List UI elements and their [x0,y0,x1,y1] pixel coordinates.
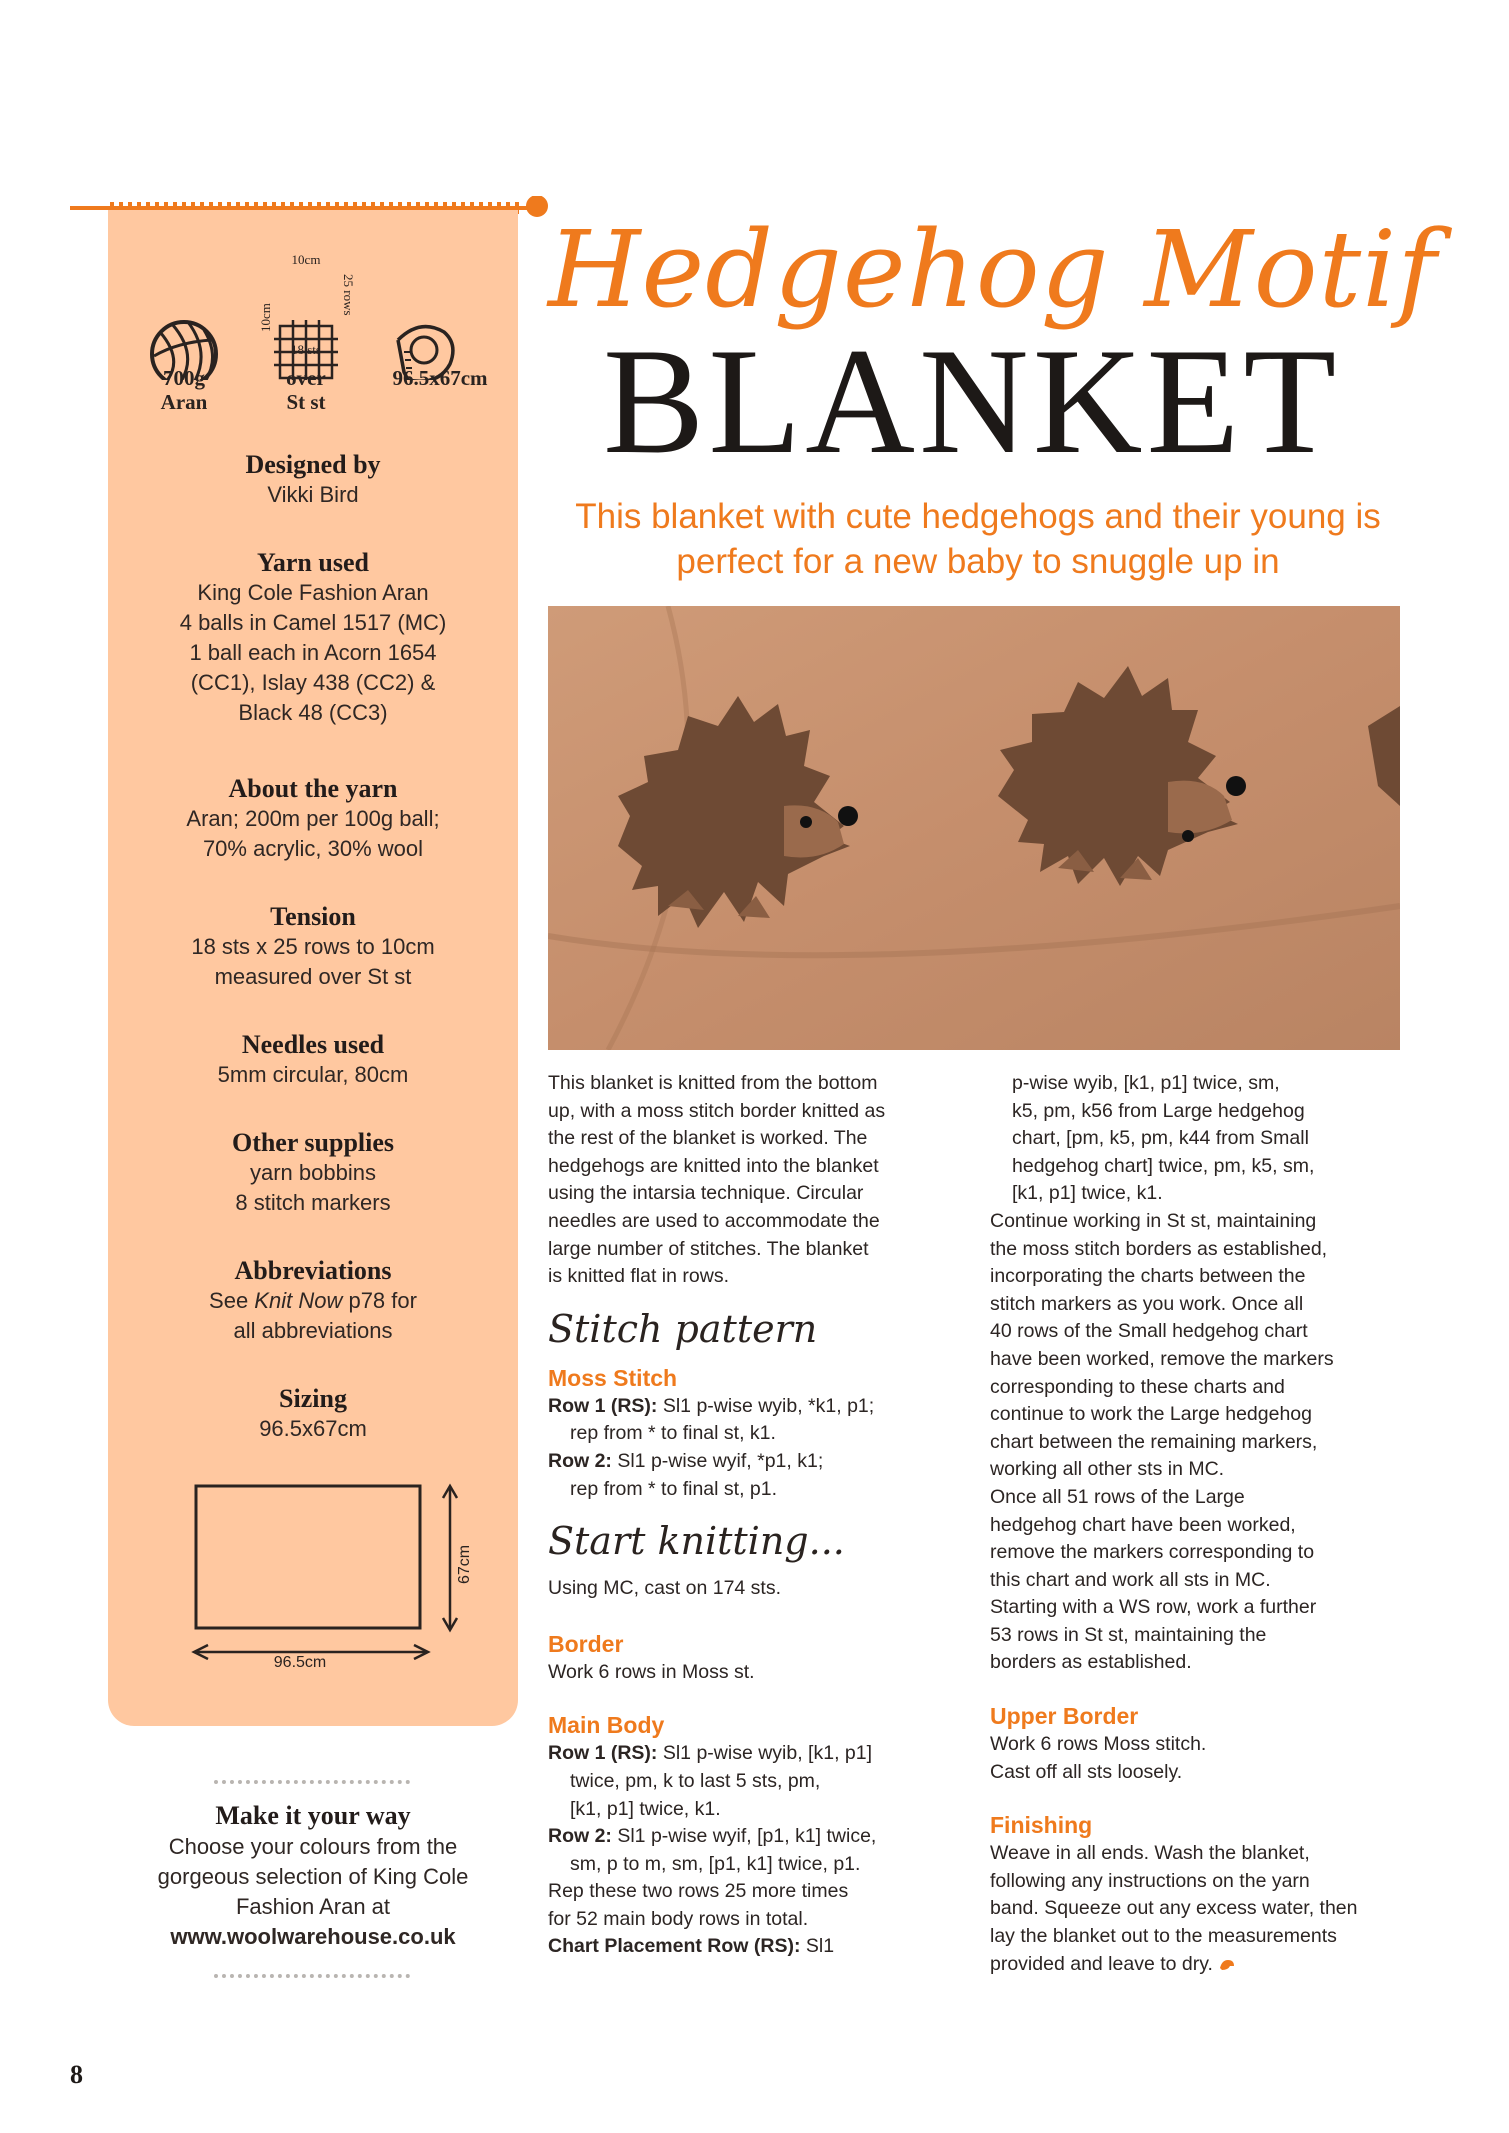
row-label: Row 1 (RS): [548,1742,658,1765]
continue-line: have been worked, remove the markers [990,1347,1334,1370]
continue-line: corresponding to these charts and [990,1375,1285,1398]
moss-row-2-cont: rep from * to final st, p1. [570,1477,778,1500]
about-yarn-line: 70% acrylic, 30% wool [202,836,424,861]
continue-line: working all other sts in MC. [990,1458,1225,1481]
yarn-used-line: 4 balls in Camel 1517 (MC) [179,610,447,635]
continue-line: remove the markers corresponding to [990,1541,1315,1564]
sizing-section [108,1384,518,1444]
row-text: Sl1 p-wise wyib, *k1, p1; [657,1394,875,1417]
tension-stitch: St st [286,390,326,414]
chart-placement-row [548,1933,958,1961]
continue-line: Starting with a WS row, work a further [990,1596,1317,1619]
size-value: 96.5x67cm [392,366,488,390]
continue-line: the moss stitch borders as established, [990,1237,1328,1260]
subtitle: This blanket with cute hedgehogs and their young is perfect for a new baby to snuggle up in [575,497,1381,581]
border-heading: Border [548,1630,624,1657]
abbreviations-line: all abbreviations [233,1318,393,1343]
finishing-heading: Finishing [990,1812,1093,1839]
abbreviations-section [108,1256,518,1346]
continue-line: Once all 51 rows of the Large [990,1485,1245,1508]
designed-by-heading: Designed by [245,450,381,479]
other-supplies-heading: Other supplies [231,1128,395,1157]
abbrev-post: p78 for [342,1288,417,1313]
row-text: Sl1 p-wise wyif, [p1, k1] twice, [611,1825,877,1848]
main-row-2-cont: sm, p to m, sm, [p1, k1] twice, p1. [570,1852,861,1875]
about-yarn-line: Aran; 200m per 100g ball; [186,806,440,831]
upper-border-heading: Upper Border [990,1703,1139,1730]
intro-line: up, with a moss stitch border knitted as [548,1099,886,1122]
intro-line: is knitted flat in rows. [548,1265,729,1288]
repeat-line: for 52 main body rows in total. [548,1907,809,1930]
moss-stitch-heading: Moss Stitch [548,1364,678,1391]
yarn-used-section [108,548,518,728]
page-number: 8 [70,2060,83,2089]
yarn-used-line: (CC1), Islay 438 (CC2) & [190,670,436,695]
yarn-weight-caption [134,366,234,414]
tension-over: over [286,366,326,390]
row-label: Row 1 (RS): [548,1394,658,1417]
dotted-divider [214,1974,410,1978]
upper-border-line: Cast off all sts loosely. [990,1760,1183,1783]
designed-by-section [108,450,518,510]
abbreviations-line [108,1286,518,1316]
intro-line: This blanket is knitted from the bottom [548,1072,878,1094]
upper-border-line: Work 6 rows Moss stitch. [990,1733,1207,1756]
row-text: Sl1 [800,1935,835,1958]
continue-line: chart between the remaining markers, [990,1430,1318,1453]
make-heading: Make it your way [215,1801,411,1830]
chart-placement-cont: chart, [pm, k5, pm, k44 from Small [1012,1127,1309,1150]
designer-name: Vikki Bird [267,482,359,507]
continue-line: 40 rows of the Small hedgehog chart [990,1320,1308,1343]
needles-heading: Needles used [241,1030,385,1059]
tension-caption [256,366,356,414]
dotted-divider [214,1780,410,1784]
yarn-used-heading: Yarn used [257,548,369,577]
moss-row-2 [548,1448,958,1476]
tension-left-label: 10cm [258,303,273,332]
row-label: Row 2: [548,1449,612,1472]
finishing-line: lay the blanket out to the measurements [990,1925,1337,1948]
chart-placement-cont: [k1, p1] twice, k1. [1012,1182,1163,1205]
chart-placement-cont: hedgehog chart] twice, pm, k5, sm, [1012,1154,1315,1177]
border-text: Work 6 rows in Moss st. [548,1660,755,1683]
main-row-1-cont: [k1, p1] twice, k1. [570,1797,721,1820]
intro-line: hedgehogs are knitted into the blanket [548,1154,879,1177]
main-body-heading: Main Body [548,1712,665,1739]
tension-right-label: 25 rows [341,274,356,316]
chart-placement-cont: p-wise wyib, [k1, p1] twice, sm, [1012,1072,1280,1094]
make-line: Fashion Aran at [235,1894,391,1919]
make-line: Choose your colours from the [168,1834,458,1859]
continue-line: Continue working in St st, maintaining [990,1209,1317,1232]
other-supplies-line: 8 stitch markers [235,1190,391,1215]
instructions-column-2 [990,1070,1400,1978]
diagram-width-label: 96.5cm [273,1654,327,1671]
about-yarn-heading: About the yarn [228,774,398,803]
other-supplies-section [108,1128,518,1218]
needles-section [108,1030,518,1090]
row-label: Row 2: [548,1825,612,1848]
diagram-height-label: 67cm [456,1544,473,1584]
continue-line: incorporating the charts between the [990,1265,1306,1288]
continue-line: stitch markers as you work. Once all [990,1292,1304,1315]
about-yarn-section [108,774,518,864]
yarn-used-line: Black 48 (CC3) [238,700,388,725]
moss-row-1-cont: rep from * to final st, k1. [570,1422,776,1445]
needles-line: 5mm circular, 80cm [217,1062,409,1087]
main-row-1-cont: twice, pm, k to last 5 sts, pm, [570,1769,821,1792]
intro-line: the rest of the blanket is worked. The [548,1127,868,1150]
other-supplies-line: yarn bobbins [250,1160,376,1185]
abbreviations-heading: Abbreviations [234,1256,392,1285]
abbrev-pre: See [209,1288,255,1313]
intro-line: large number of stitches. The blanket [548,1237,869,1260]
script-title: Hedgehog Motif [548,208,1438,331]
end-mark-icon [1218,1956,1236,1972]
yarn-weight: 700g [163,366,205,390]
tension-line: 18 sts x 25 rows to 10cm [191,934,435,959]
yarn-used-line: King Cole Fashion Aran [197,580,429,605]
finishing-line: following any instructions on the yarn [990,1869,1310,1892]
make-line: gorgeous selection of King Cole [157,1864,469,1889]
finishing-line [990,1951,1400,1979]
cast-on-line: Using MC, cast on 174 sts. [548,1577,782,1600]
continue-line: continue to work the Large hedgehog [990,1403,1312,1426]
moss-row-1 [548,1393,958,1421]
make-it-your-way-box [108,1800,518,1952]
repeat-line: Rep these two rows 25 more times [548,1880,849,1903]
continue-line: hedgehog chart have been worked, [990,1513,1296,1536]
size-caption [372,366,508,390]
tension-top-label: 10cm [291,252,321,267]
finishing-line: Weave in all ends. Wash the blanket, [990,1842,1310,1865]
instructions-column-1 [548,1070,958,1961]
main-title: BLANKET [603,317,1341,485]
info-icons-row [108,260,518,380]
continue-line: this chart and work all sts in MC. [990,1568,1271,1591]
row-label: Chart Placement Row (RS): [548,1935,801,1958]
stitch-pattern-heading: Stitch pattern [548,1306,818,1351]
tension-line: measured over St st [214,964,412,989]
intro-line: using the intarsia technique. Circular [548,1182,864,1205]
chart-placement-cont: k5, pm, k56 from Large hedgehog [1012,1099,1305,1122]
tension-bottom-label: 18 sts [291,342,321,357]
main-row-1 [548,1740,958,1768]
intro-line: needles are used to accommodate the [548,1209,880,1232]
yarn-used-line: 1 ball each in Acorn 1654 [189,640,437,665]
finishing-last-text: provided and leave to dry. [990,1952,1213,1975]
tension-section [108,902,518,992]
tension-heading: Tension [270,902,356,931]
start-knitting-heading: Start knitting... [548,1519,845,1564]
row-text: Sl1 p-wise wyif, *p1, k1; [611,1449,824,1472]
main-row-2 [548,1823,958,1851]
row-text: Sl1 p-wise wyib, [k1, p1] [657,1742,873,1765]
sizing-line: 96.5x67cm [259,1416,367,1441]
yarn-type: Aran [160,390,208,414]
size-diagram [180,1470,480,1660]
sizing-heading: Sizing [279,1384,347,1413]
woolwarehouse-link[interactable]: www.woolwarehouse.co.uk [170,1924,456,1949]
abbrev-magazine: Knit Now [254,1288,343,1313]
continue-line: 53 rows in St st, maintaining the [990,1623,1267,1646]
continue-line: borders as established. [990,1651,1192,1674]
hedgehog-blanket-photo [548,606,1400,1050]
finishing-line: band. Squeeze out any excess water, then [990,1897,1358,1920]
